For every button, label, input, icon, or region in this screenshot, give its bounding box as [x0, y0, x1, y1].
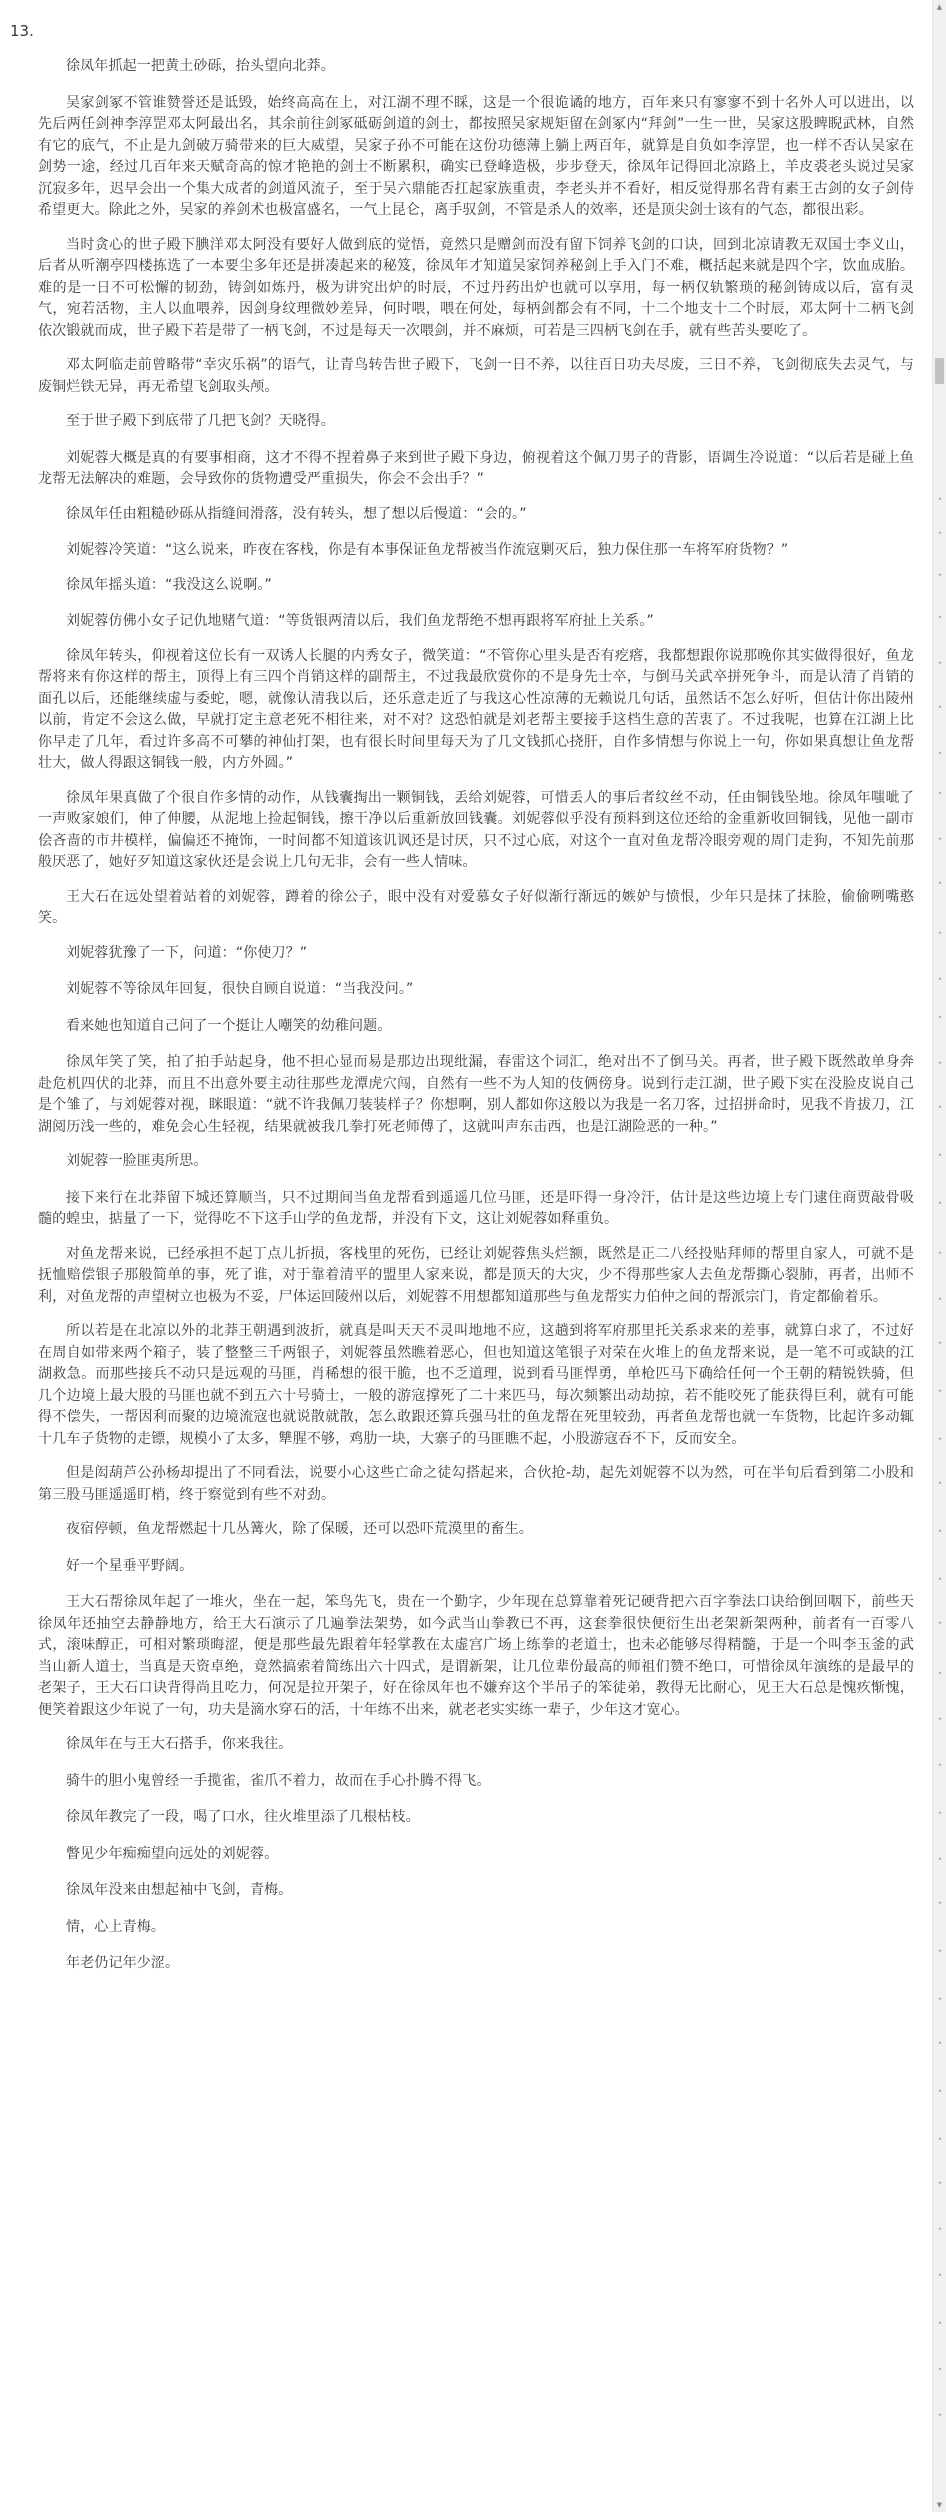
paragraph: 夜宿停顿，鱼龙帮燃起十几丛篝火，除了保暖，还可以恐吓荒漠里的畜生。 — [66, 1521, 533, 1537]
scroll-marker-icon: ◂ — [938, 1715, 941, 1722]
scroll-marker-icon: ◂ — [938, 1479, 941, 1486]
paragraph: 徐凤年笑了笑，拍了拍手站起身，他不担心显而易是那边出现纰漏，春雷这个词汇，绝对出不了倒马关。再者，世子殿下既然敢单身奔赴危机四伏的北莽，而且不出意外要主动往那些龙潭虎穴闯，自然有一些不为人知的伎俩傍身。说到行走江湖，世子殿下实在没脸皮说自己是个雏了，与刘妮蓉对视，眯眼道：“就不许我佩刀装装样子？你想啊，别人都如你这般以为我是一名刀客，过招拼命时，见我不肯拔刀，江湖阅历浅一些的，难免会心生轻视，结果就被我几拳打死老师傅了，这就叫声东击西，也是江湖险恶的一种。” — [38, 1054, 914, 1135]
scroll-marker-icon: ◂ — [938, 1995, 941, 2002]
scroll-marker-icon: ◂ — [938, 1339, 941, 1346]
scroll-marker-icon: ◂ — [938, 1669, 941, 1676]
scroll-marker-icon: ◂ — [938, 2039, 941, 2046]
scroll-marker-icon: ◂ — [938, 1947, 941, 1954]
scroll-thumb[interactable] — [935, 358, 944, 384]
chapter-number: 13. — [10, 22, 34, 40]
paragraph: 好一个星垂平野阔。 — [66, 1557, 194, 1574]
scroll-marker-icon: ◂ — [938, 789, 941, 796]
scroll-marker-icon: ◂ — [938, 2225, 941, 2232]
scroll-marker-icon: ◂ — [938, 2319, 941, 2326]
paragraph: 但是闳葫芦公孙杨却提出了不同看法，说要小心这些亡命之徒勾搭起来，合伙抢-劫，起先刘妮蓉不以为然，可在半旬后看到第二小股和第三股马匪遥遥盯梢，终于察觉到有些不对劲。 — [38, 1465, 914, 1503]
scroll-marker-icon: ◂ — [938, 613, 941, 620]
paragraph: 徐凤年没来由想起袖中飞剑，青梅。 — [66, 1882, 293, 1898]
scroll-marker-icon: ◂ — [938, 495, 941, 502]
scroll-marker-icon: ◂ — [938, 1575, 941, 1582]
paragraph: 年老仍记年少涩。 — [66, 1955, 180, 1971]
scroll-marker-icon: ◂ — [938, 1809, 941, 1816]
scroll-marker-icon: ◂ — [938, 2087, 941, 2094]
scroll-marker-icon: ◂ — [938, 1295, 941, 1302]
scroll-marker-icon: ◂ — [938, 1899, 941, 1906]
paragraph: 徐凤年摇头道：“我没这么说啊。” — [66, 576, 272, 593]
scroll-marker-icon: ◂ — [938, 1619, 941, 1626]
scroll-marker-icon: ◂ — [938, 929, 941, 936]
scroll-marker-icon: ◂ — [938, 703, 941, 710]
scroll-marker-icon: ◂ — [938, 975, 941, 982]
scroll-marker-icon: ◂ — [938, 659, 941, 666]
paragraph: 看来她也知道自己问了一个挺让人嘲笑的幼稚问题。 — [66, 1017, 392, 1034]
paragraph: 徐凤年教完了一段，喝了口水，往火堆里添了几根枯枝。 — [66, 1809, 420, 1825]
paragraph: 所以若是在北凉以外的北莽王朝遇到波折，就真是叫天天不灵叫地地不应，这趟到将军府那里托关系求来的差事，就算白求了，不过好在周自如带来两个箱子，装了整整三千两银子，刘妮蓉虽然瞧着恶心，但也知道这笔银子对荣在火堆上的鱼龙帮来说，是一笔不可或缺的江湖救急。而那些接兵不动只是远观的马匪，肖稀想的很干脆，也不乏道理，说到看马匪悍勇，单枪匹马下确给任何一个王朝的精锐铁骑，但几个边境上最大股的马匪也就不到五六十号骑士，一般的游寇撑死了二十来匹马，每次频繁出动劫掠，若不能咬死了能获得巨利，就有可能得不偿失，一帮因利而聚的边境流寇也就说散就散，怎么敢跟还算兵强马壮的鱼龙帮在死里较劲，再者鱼龙帮也就一车货物，比起许多动辄十几车子货物的走镖，规模小了太多，犨腥不够，鸡肋一块，大寨子的马匪瞧不起，小股游寇吞不下，反而安全。 — [38, 1323, 914, 1447]
paragraph: 徐凤年任由粗糙砂砾从指缝间滑落，没有转头，想了想以后慢道：“会的。” — [66, 505, 527, 522]
paragraph: 刘妮蓉不等徐凤年回复，很快自顾自说道：“当我没问。” — [66, 981, 414, 997]
scroll-marker-icon: ◂ — [938, 571, 941, 578]
scroll-marker-icon: ◂ — [938, 2135, 941, 2142]
scroll-marker-icon: ◂ — [938, 1249, 941, 1256]
paragraph: 接下来行在北莽留下城还算顺当，只不过期间当鱼龙帮看到遥遥几位马匪，还是吓得一身冷汗，估计是这些边境上专门逮住商贾敲骨吸髓的蝗虫，掂量了一下，觉得吃不下这手山学的鱼龙帮，并没有下文，这让刘妮蓉如释重负。 — [38, 1189, 914, 1227]
scroll-marker-icon: ◂ — [938, 1435, 941, 1442]
scroll-down-arrow-icon[interactable]: ▼ — [936, 2501, 943, 2509]
scroll-up-arrow-icon[interactable]: ▲ — [936, 3, 943, 11]
paragraph: 瞥见少年痴痴望向远处的刘妮蓉。 — [66, 1845, 279, 1862]
scroll-marker-icon: ◂ — [938, 1151, 941, 1158]
vertical-scrollbar[interactable] — [932, 0, 946, 2512]
scroll-marker-icon: ◂ — [938, 1761, 941, 1768]
paragraph: 刘妮蓉犹豫了一下，问道：“你使刀？” — [66, 944, 308, 961]
scroll-marker-icon: ◂ — [938, 2365, 941, 2372]
scroll-marker-icon: ◂ — [938, 835, 941, 842]
scroll-marker-icon: ◂ — [938, 2179, 941, 2186]
scroll-marker-icon: ◂ — [938, 1199, 941, 1206]
paragraph: 刘妮蓉一脸匪夷所思。 — [66, 1153, 208, 1169]
paragraph: 邓太阿临走前曾略带“幸灾乐祸”的语气，让青鸟转告世子殿下，飞剑一日不养，以往百日功夫尽废，三日不养，飞剑彻底失去灵气，与废铜烂铁无异，再无希望飞剑取头颅。 — [38, 357, 914, 395]
paragraph: 刘妮蓉仿佛小女子记仇地赌气道：“等货银两清以后，我们鱼龙帮绝不想再跟将军府扯上关系。” — [66, 613, 654, 629]
scroll-marker-icon: ◂ — [938, 1855, 941, 1862]
paragraph: 对鱼龙帮来说，已经承担不起丁点儿折损，客栈里的死伤，已经让刘妮蓉焦头烂额，既然是正二八经投贴拜师的帮里自家人，可就不是抚恤赔偿银子那般简单的事，死了谁，对于靠着清平的盟里人家来说，都是顶天的大灾，少不得那些家人去鱼龙帮撕心裂肺，再者，出师不利，对鱼龙帮的声望树立也极为不妥，尸体运回陵州以后，刘妮蓉不用想都知道那些与鱼龙帮实力伯仲之间的帮派宗门，肯定都偷着乐。 — [38, 1245, 914, 1305]
chapter-body — [10, 56, 914, 1975]
paragraph: 徐凤年抓起一把黄土砂砾，抬头望向北莽。 — [66, 58, 335, 74]
scroll-marker-icon: ◂ — [938, 529, 941, 536]
scroll-marker-icon: ◂ — [938, 1059, 941, 1066]
scroll-marker-icon: ◂ — [938, 2411, 941, 2418]
scroll-marker-icon: ◂ — [938, 1527, 941, 1534]
scroll-marker-icon: ◂ — [938, 1103, 941, 1110]
paragraph: 徐凤年转头，仰视着这位长有一双诱人长腿的内秀女子，微笑道：“不管你心里头是否有疙瘩，我都想跟你说那晚你其实做得很好，鱼龙帮将来有你这样的帮主，顶得上有三四个肖销这样的副帮主，不过我最欣赏你的不是身先士卒，与倒马关武卒拼死争斗，而是认清了肖销的面孔以后，还能继续虚与委蛇，嗯，就像认清我以后，还乐意走近了与我这心性凉薄的无赖说几句话，虽然话不怎么好听，但估计你出陵州以前，肯定不会这么做，早就打定主意老死不相往来，对不对？这恐怕就是刘老帮主要接手这档生意的苦衷了。不过我呢，也算在江湖上比你早走了几年，看过许多高不可攀的神仙打架，也有很长时间里每天为了几文钱抓心挠肝，自作多情想与你说上一句，你如果真想让鱼龙帮壮大，做人得跟这铜钱一般，内方外圆。” — [38, 647, 914, 771]
paragraph: 徐凤年在与王大石搭手，你来我往。 — [66, 1736, 293, 1752]
paragraph: 刘妮蓉大概是真的有要事相商，这才不得不捏着鼻子来到世子殿下身边，俯视着这个佩刀男子的背影，语调生冷说道：“以后若是碰上鱼龙帮无法解决的难题，会导致你的货物遭受严重损失，你会不会出手？” — [38, 449, 914, 487]
paragraph: 至于世子殿下到底带了几把飞剑？天晓得。 — [66, 413, 335, 429]
scroll-marker-icon: ◂ — [938, 1013, 941, 1020]
scroll-marker-icon: ◂ — [938, 1387, 941, 1394]
paragraph: 徐凤年果真做了个很自作多情的动作，从钱囊掏出一颗铜钱，丢给刘妮蓉，可惜丢人的事后者纹丝不动，任由铜钱坠地。徐凤年嗤呲了一声败家娘们，伸了伸腰，从泥地上捡起铜钱，擦干净以后重新放回钱囊。刘妮蓉似乎没有预料到这位还给的金重新收回铜钱，见他一副市侩吝啬的市井模样，偏偏还不掩饰，一时间都不知道该讥讽还是讨厌，只不过心底，对这个一直对鱼龙帮冷眼旁观的周门走狗，不知先前那般厌恶了，她好歹知道这家伙还是会说上几句无非，会有一些人情味。 — [38, 789, 914, 870]
scroll-marker-icon: ◂ — [938, 749, 941, 756]
paragraph: 吴家剑冢不管谁赞誉还是诋毁，始终高高在上，对江湖不理不睬，这是一个很诡谲的地方，百年来只有寥寥不到十名外人可以进出，以先后两任剑神李淳罡邓太阿最出名，其余前往剑冢砥砺剑道的剑士，都按照吴家规矩留在剑冢内“拜剑”一生一世，吴家这股睥睨武林，自然有它的底气，不止是九剑破万骑带来的巨大威望，吴家子孙不可能在这份功德薄上躺上两百年，就算是自负如李淳罡，也一样不否认吴家在剑势一途，经过几百年来天赋奇高的惊才艳艳的剑士不断累积，确实已登峰造极，步步登天，徐凤年记得回北凉路上，羊皮裘老头说过吴家沉寂多年，迟早会出一个集大成者的剑道风流子，至于吴六鼎能否扛起家族重责，李老头并不看好，相反觉得那名背有素王古剑的女子剑侍希望更大。除此之外，吴家的养剑术也极富盛名，一气上昆仑，离手驭剑，不管是杀人的效率，还是顶尖剑士该有的气态，都很出彩。 — [38, 94, 914, 218]
paragraph: 王大石帮徐凤年起了一堆火，坐在一起，笨鸟先飞，贵在一个勤字，少年现在总算靠着死记硬背把六百字拳法口诀给倒回咽下，前些天徐凤年还抽空去静静地方，给王大石演示了几遍拳法架势，如今武当山拳教已不再，这套拳很快便衍生出老架新架两种，前者有一百零八式，滚味醇正，可相对繁琐晦涩，便是那些最先跟着年轻掌教在太虚宫广场上练拳的老道士，也未必能够尽得精髓，于是一个叫李玉釜的武当山新人道士，当真是天资卓绝，竟然搞索着简练出六十四式，是谓新架，让几位辈份最高的师祖们赞不绝口，可惜徐凤年演练的是最早的老架子，王大石口诀背得尚且吃力，何况是拉开架子，好在徐凤年也不嫌弃这个半吊子的笨徒弟，教得无比耐心，见王大石总是愧疚惭愧，便笑着跟这少年说了一句，功夫是滴水穿石的活，十年练不出来，就老老实实练一辈子，少年这才宽心。 — [38, 1594, 914, 1718]
paragraph: 王大石在远处望着站着的刘妮蓉，蹲着的徐公子，眼中没有对爱慕女子好似渐行渐远的嫉妒与愤恨，少年只是抹了抹脸，偷偷咧嘴憨笑。 — [38, 888, 914, 926]
paragraph: 当时贪心的世子殿下腆洋邓太阿没有要好人做到底的觉悟，竟然只是赠剑而没有留下饲养飞剑的口诀，回到北凉请教无双国士李义山，后者从听潮亭四楼拣选了一本要尘多年还是拼凑起来的秘笈，徐凤年才知道吴家饲养秘剑上手入门不难，概括起来就是四个字，饮血成胎。难的是一日不可松懈的韧劲，铸剑如炼丹，极为讲究出炉的时辰，不过丹药出炉也就可以享用，每一柄仅轨繁琐的秘剑铸成以后，富有灵气，宛若活物，主人以血喂养，因剑身纹理微妙差异，何时喂，喂在何处，每柄剑都会有不同，十二个地支十二个时辰，邓太阿十二柄飞剑依次锻就而成，世子殿下若是带了一柄飞剑，不过是每天一次喂剑，并不麻烦，可若是三四柄飞剑在手，就有些苦头要吃了。 — [38, 236, 914, 339]
paragraph: 情，心上青梅。 — [66, 1918, 166, 1935]
scroll-marker-icon: ◂ — [938, 879, 941, 886]
paragraph: 骑牛的胆小鬼曾经一手揽雀，雀爪不着力，故而在手心扑腾不得飞。 — [66, 1772, 491, 1789]
paragraph: 刘妮蓉冷笑道：“这么说来，昨夜在客栈，你是有本事保证鱼龙帮被当作流寇剿灭后，独力保住那一车将军府货物？” — [66, 542, 789, 558]
scroll-marker-icon: ◂ — [938, 2271, 941, 2278]
